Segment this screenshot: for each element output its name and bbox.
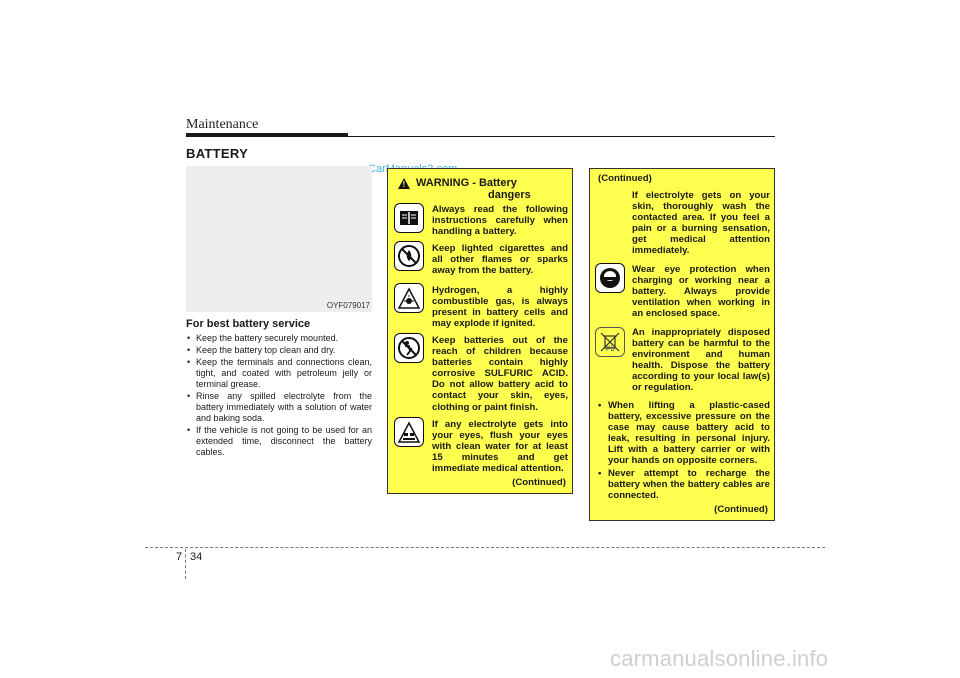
list-item: • Keep the terminals and connections clean, tight, and coated with petroleum jelly or terminal grease. [186, 357, 372, 390]
best-service-heading: For best battery service [186, 318, 311, 330]
footer-vertical-divider [185, 549, 186, 579]
list-item: • Never attempt to recharge the battery when the battery cables are connected. [598, 468, 770, 501]
warning-para-children-acid: Keep batteries out of the reach of children because batteries contain highly corrosive SULFURIC ACID. Do not allow battery acid to contact your skin, eyes, clothing or paint finish. [432, 335, 568, 413]
continued-bottom-label: (Continued) [714, 504, 768, 515]
eye-protection-icon [595, 263, 625, 293]
list-item: • Keep the battery top clean and dry. [186, 345, 372, 356]
battery-photo [186, 166, 372, 312]
watermark-link-bottom[interactable]: carmanualsonline.info [610, 646, 829, 671]
best-service-list [186, 333, 372, 458]
continued-para-skin: If electrolyte gets on your skin, thoroughly wash the contacted area. If you feel a pain or a burning sensation, get medical attention immediately. [632, 190, 770, 257]
header-title: Maintenance [186, 117, 259, 132]
acid-corrosion-icon [394, 417, 424, 447]
best-service-section [186, 318, 372, 459]
warning-para-hydrogen: Hydrogen, a highly combustible gas, is always present in battery cells and may explode if ignited. [432, 285, 568, 330]
list-item: • Rinse any spilled electrolyte from the battery immediately with a solution of water and baking soda. [186, 391, 372, 424]
warning-continued: (Continued) [512, 477, 566, 488]
warning-title-line1: WARNING - Battery [416, 177, 517, 189]
list-item: • If the vehicle is not going to be used for an extended time, disconnect the battery cables. [186, 425, 372, 458]
no-trash-bin-icon [595, 327, 625, 357]
continued-top-label: (Continued) [598, 173, 652, 184]
section-title: BATTERY [186, 146, 249, 161]
continued-box [589, 168, 775, 521]
footer-divider [145, 547, 825, 548]
page-number-value: 34 [190, 551, 203, 563]
warning-box [387, 168, 573, 494]
pb-label: Pb [606, 346, 615, 353]
keep-away-children-icon [394, 333, 424, 363]
warning-triangle-icon [398, 178, 410, 189]
warning-para-eyes: If any electrolyte gets into your eyes, flush your eyes with clean water for at least 15 minutes and get immediate medical attention. [432, 419, 568, 475]
continued-para-eye-protection: Wear eye protection when charging or working near a battery. Always provide ventilation when working in an enclosed space. [632, 264, 770, 320]
continued-para-disposal: An inappropriately disposed battery can be harmful to the environment and human health. Dispose the battery according to your local law(s) or regulation. [632, 327, 770, 394]
list-item: • Keep the battery securely mounted. [186, 333, 372, 344]
explosion-icon [394, 283, 424, 313]
no-flame-icon [394, 241, 424, 271]
header-rule [186, 136, 775, 137]
continued-bullet-list [598, 400, 770, 502]
warning-para-read-instructions: Always read the following instructions carefully when handling a battery. [432, 204, 568, 238]
manual-book-icon [394, 203, 424, 233]
chapter-number: 7 [176, 551, 183, 563]
photo-code: OYF079017 [326, 301, 370, 310]
warning-para-no-flames: Keep lighted cigarettes and all other flames or sparks away from the battery. [432, 243, 568, 277]
warning-title-line2: dangers [488, 189, 531, 201]
list-item: • When lifting a plastic-cased battery, excessive pressure on the case may cause battery acid to leak, resulting in personal injury. Lift with a battery carrier or with your hands on opposite corners. [598, 400, 770, 467]
